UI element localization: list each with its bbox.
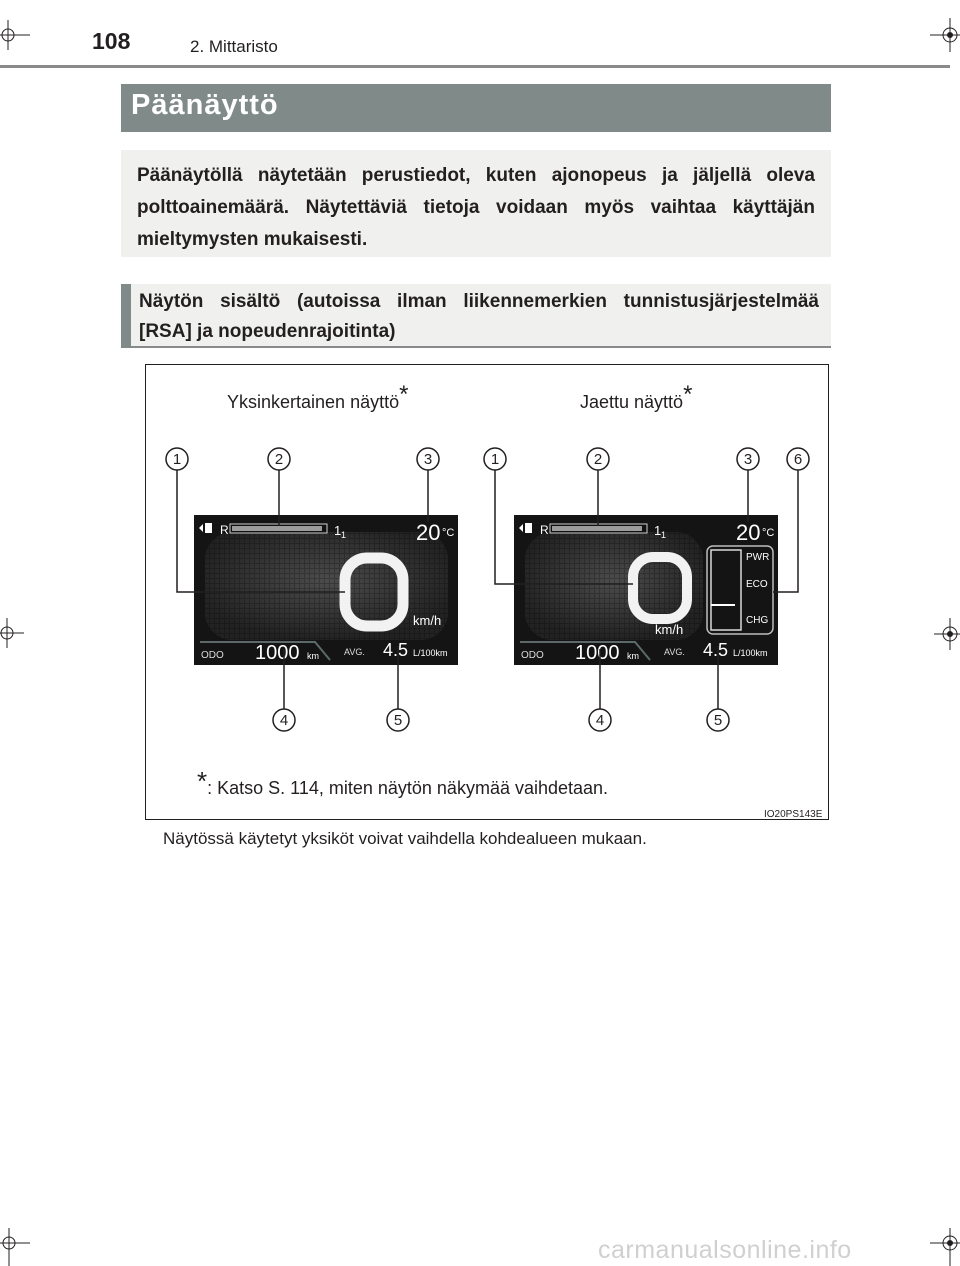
odometer-unit: km [307, 651, 319, 661]
callout-right-6: 6 [793, 451, 803, 468]
odo-label: ODO [521, 650, 544, 661]
figure-caption: Näytössä käytetyt yksiköt voivat vaihdella kohdealueen mukaan. [163, 829, 647, 848]
chg-label: CHG [746, 615, 769, 626]
page-title: Päänäyttö [131, 89, 279, 121]
odometer-value: 1000 [575, 642, 620, 664]
avg-label: AVG. [344, 647, 365, 657]
crop-mark-top-left [0, 20, 30, 50]
fuel-full-mark: 1 [334, 523, 342, 538]
callout-right-4: 4 [595, 712, 605, 729]
subheading-accent-bar [121, 284, 131, 348]
callout-left-5: 5 [393, 712, 403, 729]
intro-paragraph: Päänäytöllä näytetään perustiedot, kuten ajonopeus ja jäljellä oleva polttoainemäärä. Näytettäviä tietoja voidaan myös vaihtaa käyttäjän mieltymysten mukaisesti. [137, 165, 815, 250]
eco-label: ECO [746, 579, 768, 590]
pwr-label: PWR [746, 552, 770, 563]
avg-label: AVG. [664, 647, 685, 657]
speed-unit: km/h [413, 613, 442, 628]
crop-mark-mid-left [0, 618, 24, 648]
odometer-unit: km [627, 651, 639, 661]
page-number: 108 [92, 28, 131, 54]
speed-unit: km/h [655, 622, 684, 637]
outside-temp: 20 [736, 520, 761, 545]
svg-text:Yksinkertainen näyttö* [227, 381, 408, 412]
callout-left-4: 4 [279, 712, 289, 729]
avg-consumption-unit: L/100km [733, 648, 768, 658]
svg-text:*: Katso S. 114, miten näytön [197, 766, 608, 798]
right-title-asterisk: * [683, 381, 693, 408]
avg-consumption-value: 4.5 [703, 640, 729, 660]
left-title-asterisk: * [399, 381, 409, 408]
fuel-full-mark: 1 [654, 523, 662, 538]
gear-indicator: R [220, 523, 229, 537]
right-display-title: Jaettu näyttö [580, 392, 684, 412]
watermark: carmanualsonline.info [598, 1236, 852, 1264]
callout-left-3: 3 [423, 451, 433, 468]
header-divider [0, 65, 950, 68]
callout-right-2: 2 [593, 451, 603, 468]
avg-consumption-value: 4.5 [383, 640, 409, 660]
footnote-text: : Katso S. 114, miten näytön näkymää vaihdetaan. [207, 778, 609, 798]
fuel-full-denominator: 1 [341, 530, 347, 540]
crop-mark-top-right [930, 18, 960, 52]
crop-mark-bottom-right [930, 1228, 960, 1266]
temp-unit: °C [442, 527, 455, 539]
outside-temp: 20 [416, 520, 441, 545]
fuel-full-denominator: 1 [661, 530, 667, 540]
split-display [514, 515, 778, 665]
crop-mark-mid-right [934, 618, 960, 650]
section-reference: 2. Mittaristo [190, 37, 278, 56]
figure-code: IO20PS143E [764, 809, 823, 820]
subheading: Näytön sisältö (autoissa ilman liikennemerkien tunnistusjärjestelmää [RSA] ja nopeudenrajoitinta) [139, 291, 819, 342]
odo-label: ODO [201, 650, 224, 661]
callout-left-2: 2 [274, 451, 284, 468]
gear-indicator: R [540, 523, 549, 537]
callout-right-1: 1 [490, 451, 500, 468]
svg-text:Jaettu näyttö* [580, 381, 692, 412]
callout-left-1: 1 [172, 451, 182, 468]
odometer-value: 1000 [255, 642, 300, 664]
fuel-pump-icon [525, 523, 532, 533]
callout-right-3: 3 [743, 451, 753, 468]
fuel-pump-icon [205, 523, 212, 533]
callout-right-5: 5 [713, 712, 723, 729]
left-display-title: Yksinkertainen näyttö [227, 392, 400, 412]
display-figure [145, 364, 829, 820]
avg-consumption-unit: L/100km [413, 648, 448, 658]
simple-display [194, 515, 458, 665]
footnote-asterisk: * [197, 766, 208, 796]
crop-mark-bottom-left [0, 1228, 30, 1266]
temp-unit: °C [762, 527, 775, 539]
